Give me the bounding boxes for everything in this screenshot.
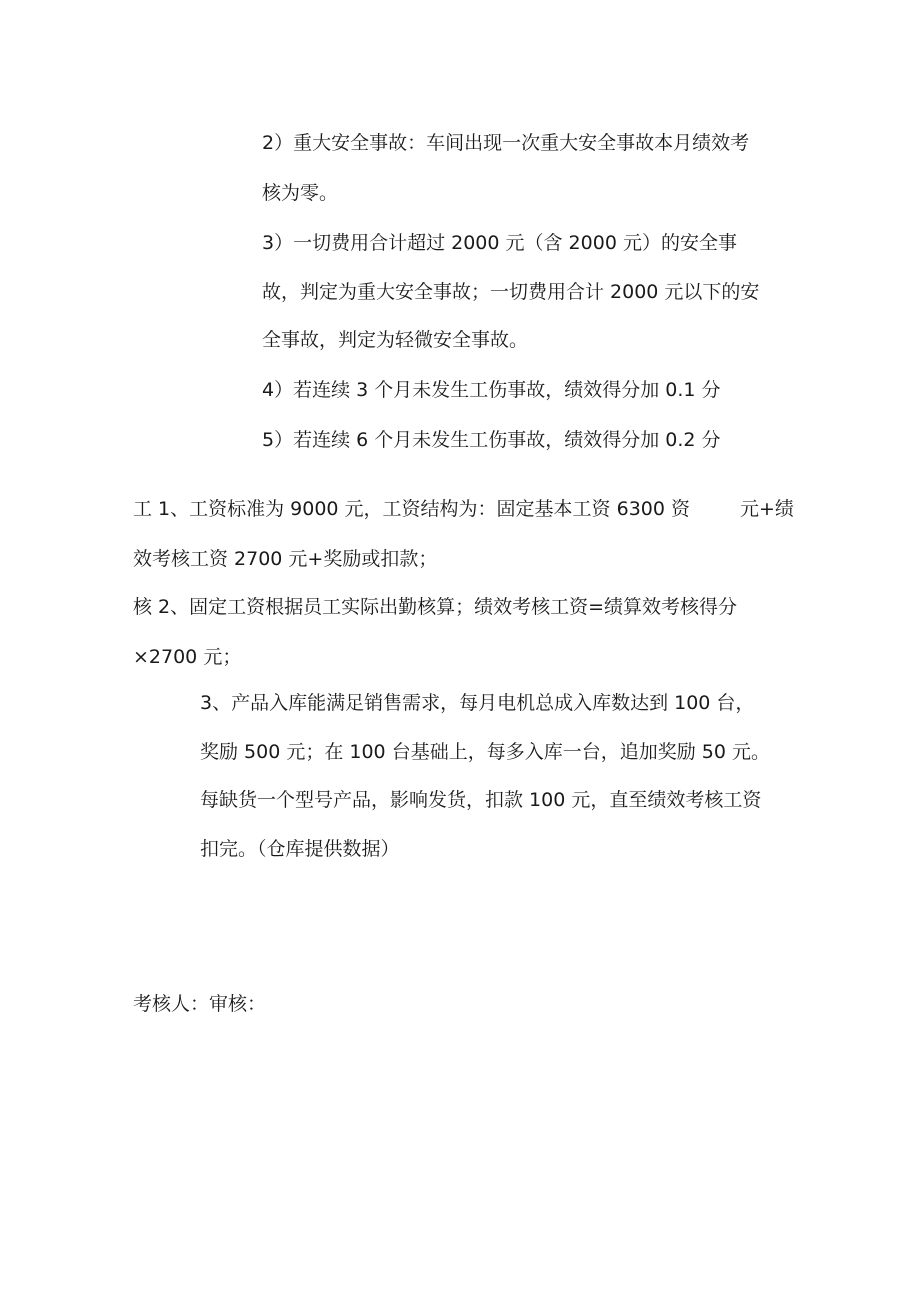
wage-paragraph-1-line-2: 效考核工资 2700 元+奖励或扣款； [133, 548, 438, 570]
rule-3-line-2: 故，判定为重大安全事故；一切费用合计 2000 元以下的安 [262, 281, 760, 303]
rule-2-line-2: 核为零。 [262, 182, 339, 204]
wage-paragraph-3-line-4: 扣完。（仓库提供数据） [200, 838, 400, 860]
wage-paragraph-1-text-b: 元+绩 [740, 498, 794, 520]
rule-4: 4）若连续 3 个月未发生工伤事故，绩效得分加 0.1 分 [262, 379, 721, 401]
wage-paragraph-3-line-1: 3、产品入库能满足销售需求，每月电机总成入库数达到 100 台， [200, 692, 755, 714]
wage-paragraph-3-line-2: 奖励 500 元；在 100 台基础上，每多入库一台，追加奖励 50 元。 [200, 741, 770, 763]
rule-5: 5）若连续 6 个月未发生工伤事故，绩效得分加 0.2 分 [262, 429, 721, 451]
rule-3-line-1: 3）一切费用合计超过 2000 元（含 2000 元）的安全事 [262, 232, 737, 254]
wage-paragraph-2-line-1: 核 2、固定工资根据员工实际出勤核算；绩效考核工资=绩算效考核得分 [133, 596, 738, 618]
wage-paragraph-1-line-1 [133, 497, 794, 521]
wage-paragraph-2-line-2: ×2700 元； [133, 646, 242, 668]
wage-paragraph-1-text-a: 工 1、工资标准为 9000 元，工资结构为：固定基本工资 6300 资 [133, 498, 690, 520]
rule-2-line-1: 2）重大安全事故：车间出现一次重大安全事故本月绩效考 [262, 132, 750, 154]
rule-3-line-3: 全事故，判定为轻微安全事故。 [262, 329, 529, 351]
signature-line: 考核人：审核： [133, 993, 267, 1015]
wage-paragraph-3-line-3: 每缺货一个型号产品，影响发货，扣款 100 元，直至绩效考核工资 [200, 789, 762, 811]
